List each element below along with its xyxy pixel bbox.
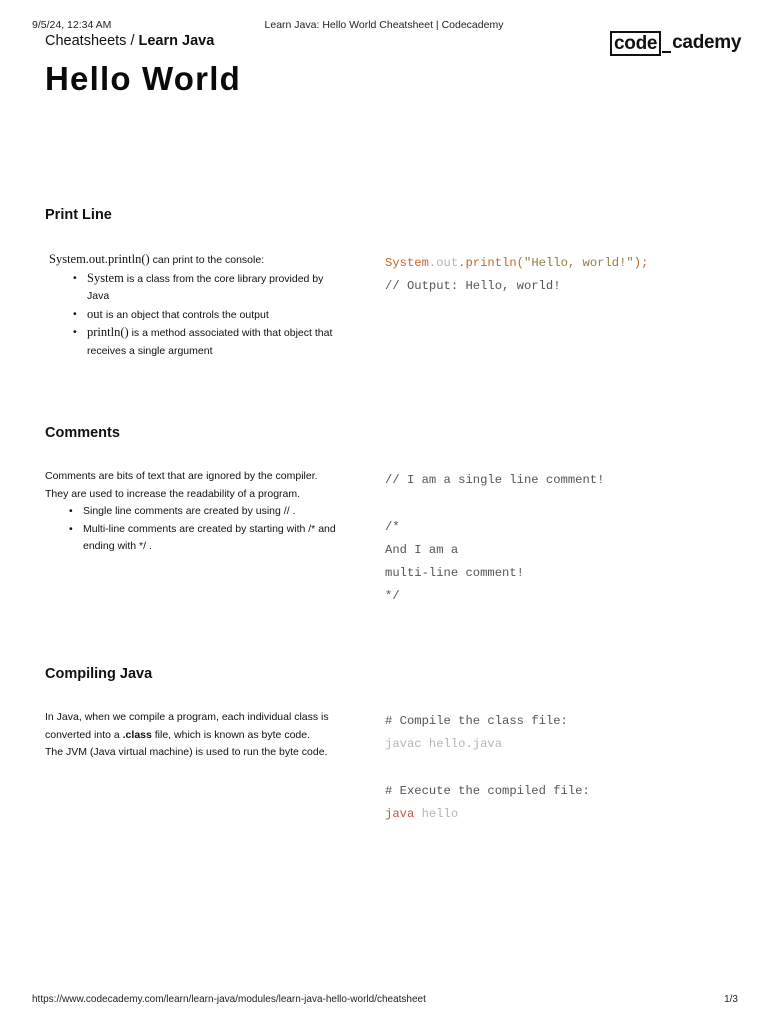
list-item-text: Multi-line comments are created by starting with bbox=[83, 522, 309, 535]
code-line-comment: # Compile the class file: bbox=[385, 714, 568, 728]
code-token-field: out bbox=[436, 256, 459, 270]
list-item bbox=[87, 324, 344, 360]
list-item bbox=[83, 503, 340, 521]
print-page-number: 1/3 bbox=[724, 994, 738, 1005]
logo-code-box: code bbox=[610, 31, 661, 56]
breadcrumb-current[interactable]: Learn Java bbox=[138, 33, 215, 49]
code-line: multi-line comment! bbox=[385, 566, 524, 581]
list-item bbox=[87, 270, 344, 306]
print-line-intro-text: can print to the console: bbox=[149, 254, 265, 266]
breadcrumb-root[interactable]: Cheatsheets bbox=[45, 33, 127, 49]
code-token-argument: hello bbox=[414, 807, 459, 822]
breadcrumb bbox=[45, 33, 214, 49]
code-line: And I am a bbox=[385, 542, 459, 557]
code-token-dot: . bbox=[428, 256, 437, 270]
code-line-comment: // Output: Hello, world! bbox=[385, 279, 561, 294]
code-token-command: java bbox=[385, 807, 415, 822]
print-line-bullets bbox=[49, 270, 344, 361]
list-item-text: is a method associated with that object that receives a single argument bbox=[87, 327, 333, 357]
code-block-print-line bbox=[385, 252, 648, 299]
section-heading-compiling-java: Compiling Java bbox=[45, 666, 153, 682]
print-datetime: 9/5/24, 12:34 AM bbox=[32, 19, 112, 31]
logo-cademy-text: cademy bbox=[672, 32, 742, 53]
code-line: // I am a single line comment! bbox=[385, 473, 605, 487]
code-line-comment: # Execute the compiled file: bbox=[385, 783, 590, 798]
code-line-command: javac hello.java bbox=[385, 737, 503, 752]
print-title: Learn Java: Hello World Cheatsheet | Codecademy bbox=[264, 19, 504, 31]
code-line: */ bbox=[385, 589, 400, 604]
inline-code: /* bbox=[308, 522, 316, 535]
section-heading-comments: Comments bbox=[45, 425, 120, 441]
list-item-text: Single line comments are created by using bbox=[83, 505, 284, 518]
code-line bbox=[385, 492, 604, 515]
logo-cursor-icon bbox=[662, 51, 671, 53]
inline-code: out bbox=[87, 306, 103, 321]
code-token-method: .println( bbox=[458, 256, 524, 270]
code-line bbox=[385, 252, 648, 275]
code-token-end: ); bbox=[633, 256, 649, 270]
inline-code: */ bbox=[139, 540, 147, 553]
print-line-intro bbox=[49, 251, 344, 270]
breadcrumb-separator: / bbox=[126, 33, 139, 49]
list-item-end: . bbox=[146, 540, 152, 553]
inline-code-println: System.out.println() bbox=[49, 252, 150, 266]
list-item bbox=[87, 306, 344, 325]
compiling-description bbox=[45, 709, 340, 762]
code-block-comments bbox=[385, 469, 604, 609]
list-item-text: is a class from the core library provided by Java bbox=[87, 272, 324, 303]
comments-paragraph: Comments are bits of text that are ignored by the compiler. They are used to increase the readability of a program. bbox=[45, 470, 318, 500]
inline-bold-class: .class bbox=[122, 728, 152, 741]
code-line-blank bbox=[385, 757, 590, 780]
comments-bullets bbox=[45, 503, 340, 556]
inline-code: System bbox=[87, 270, 124, 285]
inline-code: println() bbox=[87, 325, 129, 340]
paragraph-text: file, which is known as byte code. bbox=[151, 728, 311, 741]
inline-code: // bbox=[283, 505, 290, 518]
comments-description bbox=[45, 468, 340, 556]
print-line-description bbox=[49, 251, 344, 361]
list-item bbox=[83, 521, 340, 556]
code-line: /* bbox=[385, 519, 400, 534]
list-item-mid: and ending with bbox=[83, 522, 336, 553]
page-title: Hello World bbox=[45, 60, 241, 97]
section-heading-print-line: Print Line bbox=[45, 207, 112, 223]
code-line-command bbox=[385, 803, 590, 826]
code-token-class: System bbox=[385, 256, 429, 270]
code-token-string: "Hello, world!" bbox=[524, 256, 634, 270]
list-item-text: is an object that controls the output bbox=[102, 308, 269, 321]
print-url: https://www.codecademy.com/learn/learn-java/modules/learn-java-hello-world/cheatsheet bbox=[32, 994, 426, 1005]
code-block-compiling bbox=[385, 710, 590, 826]
compiling-paragraph-2: The JVM (Java virtual machine) is used to run the byte code. bbox=[45, 746, 328, 759]
list-item-end: . bbox=[289, 505, 296, 518]
paragraph-text: In Java, when we compile a program, each individual class is converted into a bbox=[45, 711, 329, 741]
compiling-paragraph-1 bbox=[45, 709, 340, 744]
codecademy-logo[interactable] bbox=[610, 30, 741, 56]
